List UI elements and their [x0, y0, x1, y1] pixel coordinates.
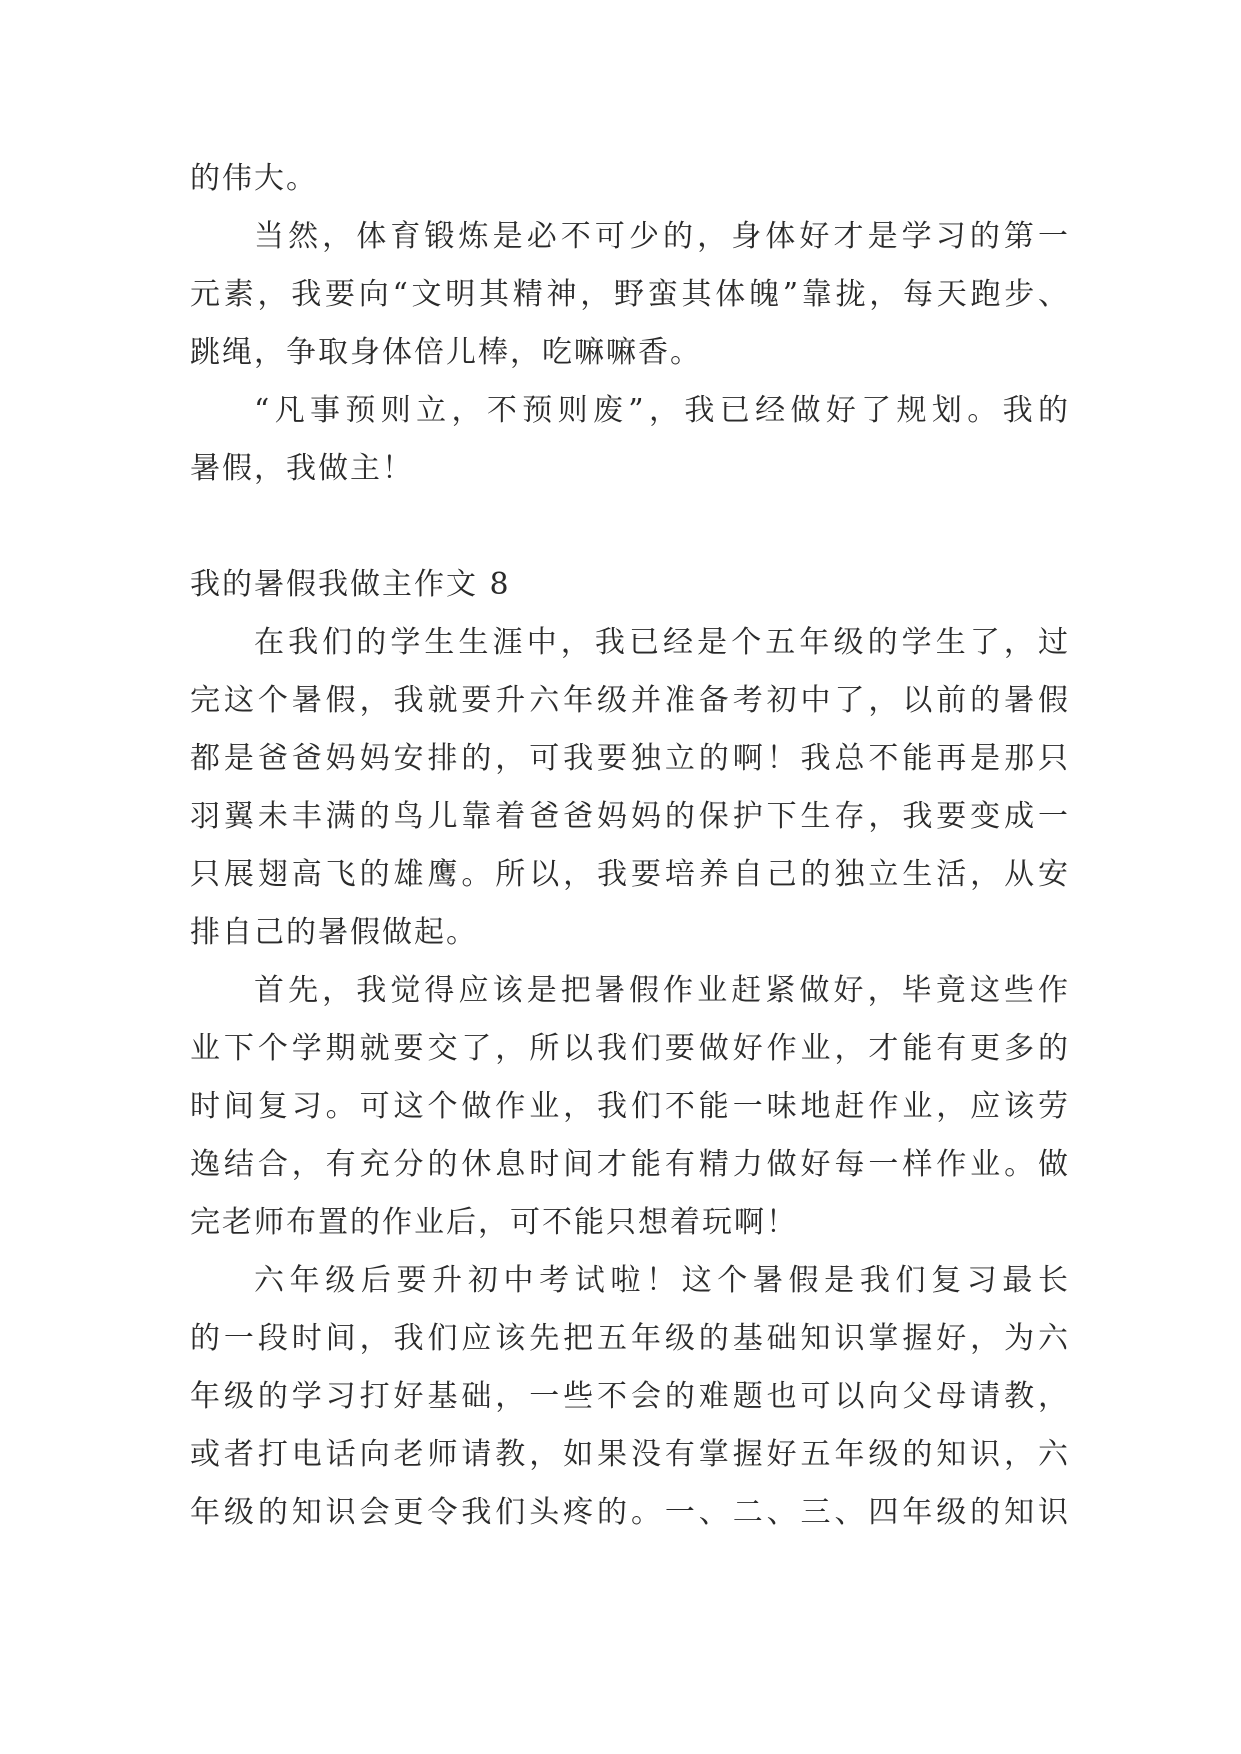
text-line: 羽翼未丰满的鸟儿靠着爸爸妈妈的保护下生存，我要变成一	[190, 799, 1070, 834]
section-gap	[190, 498, 1070, 556]
document-page	[190, 150, 1070, 1542]
text-line: 年级的学习打好基础，一些不会的难题也可以向父母请教，	[190, 1379, 1070, 1414]
text-line: 在我们的学生生涯中，我已经是个五年级的学生了，过	[254, 625, 1070, 660]
text-line: 完老师布置的作业后，可不能只想着玩啊！	[190, 1205, 798, 1240]
text-line: 的伟大。	[190, 161, 318, 196]
text-line: 当然，体育锻炼是必不可少的，身体好才是学习的第一	[254, 219, 1070, 254]
text-line: 时间复习。可这个做作业，我们不能一味地赶作业，应该劳	[190, 1089, 1070, 1124]
section-title: 我的暑假我做主作文 8	[190, 567, 511, 602]
text-line: 排自己的暑假做起。	[190, 915, 478, 950]
text-line: “凡事预则立，不预则废”，我已经做好了规划。我的	[254, 393, 1070, 428]
paragraph-3	[190, 1252, 1070, 1542]
paragraph-plan	[190, 382, 1070, 498]
text-line: 只展翅高飞的雄鹰。所以，我要培养自己的独立生活，从安	[190, 857, 1070, 892]
intro-paragraph	[190, 150, 1070, 208]
text-line: 业下个学期就要交了，所以我们要做好作业，才能有更多的	[190, 1031, 1070, 1066]
text-line: 暑假，我做主！	[190, 451, 414, 486]
text-line: 跳绳，争取身体倍儿棒，吃嘛嘛香。	[190, 335, 702, 370]
text-line: 元素，我要向“文明其精神，野蛮其体魄”靠拢，每天跑步、	[190, 277, 1070, 312]
text-line: 年级的知识会更令我们头疼的。一、二、三、四年级的知识	[190, 1495, 1070, 1530]
text-line: 首先，我觉得应该是把暑假作业赶紧做好，毕竟这些作	[254, 973, 1070, 1008]
text-line: 都是爸爸妈妈安排的，可我要独立的啊！我总不能再是那只	[190, 741, 1070, 776]
text-line: 的一段时间，我们应该先把五年级的基础知识掌握好，为六	[190, 1321, 1070, 1356]
text-line: 完这个暑假，我就要升六年级并准备考初中了，以前的暑假	[190, 683, 1070, 718]
paragraph-sport	[190, 208, 1070, 382]
paragraph-2	[190, 962, 1070, 1252]
text-line: 六年级后要升初中考试啦！这个暑假是我们复习最长	[254, 1263, 1070, 1298]
text-line: 逸结合，有充分的休息时间才能有精力做好每一样作业。做	[190, 1147, 1070, 1182]
text-line: 或者打电话向老师请教，如果没有掌握好五年级的知识，六	[190, 1437, 1070, 1472]
paragraph-1	[190, 614, 1070, 962]
